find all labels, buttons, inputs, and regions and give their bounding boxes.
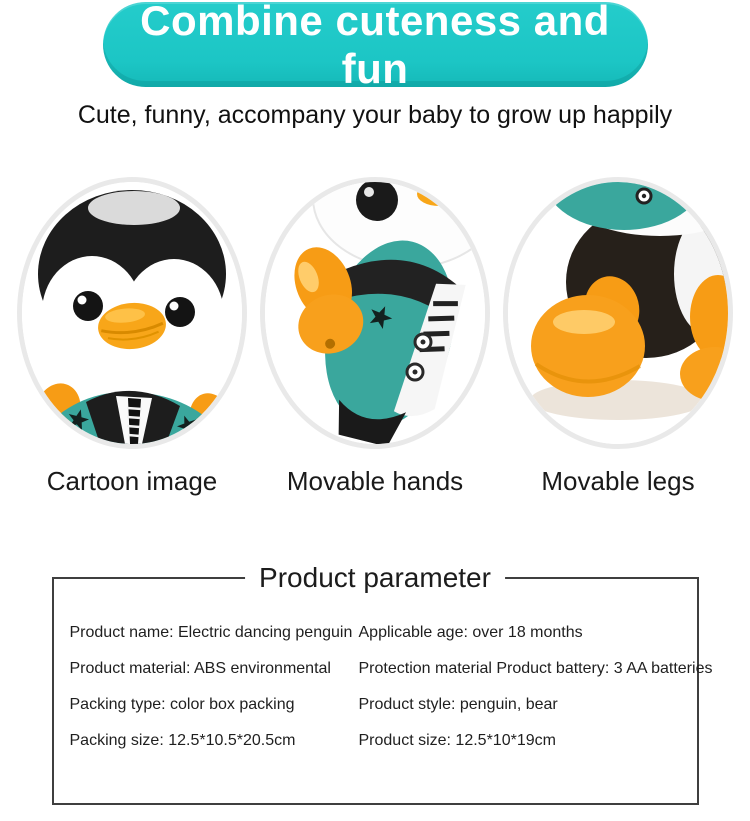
banner-title: Combine cuteness and fun [140, 0, 610, 92]
param-product-style: Product style: penguin, bear [358, 696, 558, 713]
feature-caption-movable-legs: Movable legs [541, 466, 695, 496]
penguin-legs-icon [508, 182, 728, 444]
penguin-hand-icon [265, 182, 485, 444]
penguin-legs-photo [503, 177, 733, 449]
subtitle: Cute, funny, accompany your baby to grow up happily [77, 101, 673, 129]
product-parameter-title: Product parameter [245, 561, 505, 595]
feature-caption-cartoon-image: Cartoon image [46, 466, 218, 496]
penguin-face-photo [17, 177, 247, 449]
feature-caption-movable-hands: Movable hands [286, 466, 464, 496]
feature-movable-legs [503, 177, 733, 497]
penguin-face-icon [22, 182, 242, 444]
param-applicable-age: Applicable age: over 18 months [358, 624, 583, 641]
product-parameter-box [52, 562, 713, 805]
feature-cartoon-image [17, 177, 247, 497]
param-product-size: Product size: 12.5*10*19cm [358, 732, 556, 749]
param-packing-size: Packing size: 12.5*10.5*20.5cm [69, 732, 296, 749]
param-packing-type: Packing type: color box packing [69, 696, 295, 713]
param-product-battery: Protection material Product battery: 3 AA batteries [358, 660, 713, 677]
product-parameter-grid [69, 615, 713, 759]
banner [103, 0, 648, 92]
feature-movable-hands [260, 177, 490, 497]
penguin-hand-photo [260, 177, 490, 449]
feature-row [0, 177, 750, 497]
param-product-name: Product name: Electric dancing penguin [69, 624, 353, 641]
param-product-material: Product material: ABS environmental [69, 660, 331, 677]
